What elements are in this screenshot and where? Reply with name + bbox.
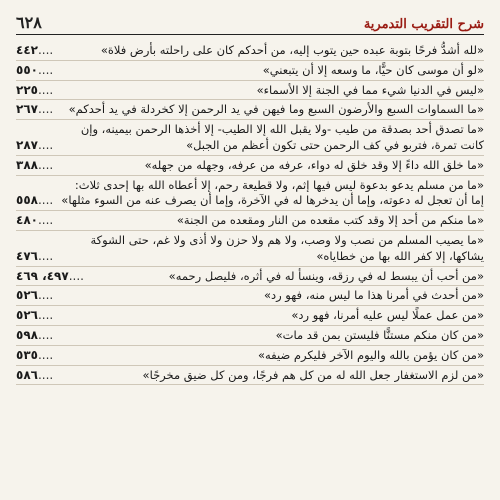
page-numbers: ٤٧٦ bbox=[16, 248, 38, 263]
entry-page-reference bbox=[16, 83, 53, 99]
leader-dots: .... bbox=[37, 157, 54, 172]
page-numbers: ٥٣٥ bbox=[16, 347, 38, 362]
page-numbers: ٢٨٧ bbox=[16, 137, 38, 152]
entry-text: «لله أشدُّ فرحًا بتوبة عبده حين يتوب إليه، من أحدكم كان على راحلته بأرض فلاة» bbox=[100, 43, 484, 57]
index-entry bbox=[16, 286, 484, 306]
leader-dots: .... bbox=[37, 82, 54, 97]
entry-page-reference bbox=[16, 43, 53, 59]
entry-text: «ما من مسلم يدعو بدعوة ليس فيها إثم، ولا قطيعة رحم، إلا أعطاه الله بها إحدى ثلاث: إما أن تعجل له دعوته، وإما أن يدخرها له في الآخرة، وإما أن يصرف عنه من السوء مثلها» bbox=[61, 177, 484, 208]
index-entry bbox=[16, 100, 484, 120]
entry-text: «ما يصيب المسلم من نصب ولا وصب، ولا هم ولا حزن ولا أذى ولا غم، حتى الشوكة يشاكها، إلا كفر الله بها من خطاياه» bbox=[90, 232, 484, 263]
page-numbers: ٥٥٠ bbox=[16, 62, 38, 77]
page-numbers: ٥٩٨ bbox=[16, 327, 38, 342]
index-entry bbox=[16, 120, 484, 156]
index-entry bbox=[16, 306, 484, 326]
leader-dots: .... bbox=[37, 327, 54, 342]
entry-text: «من أحب أن يبسط له في رزقه، وينسأ له في أثره، فليصل رحمه» bbox=[168, 268, 484, 283]
page-numbers: ٤٤٢ bbox=[16, 43, 38, 57]
leader-dots: .... bbox=[37, 308, 54, 323]
leader-dots: .... bbox=[37, 347, 54, 362]
leader-dots: .... bbox=[37, 43, 54, 57]
page-numbers: ٤٨٠ bbox=[16, 213, 38, 228]
index-entry bbox=[16, 267, 484, 287]
entry-page-reference bbox=[16, 308, 53, 324]
entry-page-reference bbox=[16, 249, 53, 265]
leader-dots: .... bbox=[37, 367, 54, 382]
index-entry bbox=[16, 231, 484, 267]
page-numbers: ٤٩٧، ٤٦٩ bbox=[16, 268, 69, 283]
entry-page-reference bbox=[16, 348, 53, 364]
index-entry bbox=[16, 366, 484, 386]
entry-text: «ليس في الدنيا شيء مما في الجنة إلا الأسماء» bbox=[256, 82, 484, 97]
page-numbers: ٥٨٦ bbox=[16, 367, 38, 382]
leader-dots: .... bbox=[37, 193, 54, 208]
leader-dots: .... bbox=[68, 268, 84, 283]
page-numbers: ٥٥٨ bbox=[16, 193, 38, 208]
page-header bbox=[16, 10, 484, 35]
entry-page-reference bbox=[16, 269, 84, 285]
entry-text: «لو أن موسى كان حيًّا، ما وسعه إلا أن يتبعني» bbox=[262, 62, 484, 77]
entry-text: «من أحدث في أمرنا هذا ما ليس منه، فهو رد» bbox=[263, 288, 484, 303]
page-number: ٦٢٨ bbox=[16, 13, 42, 32]
index-entry bbox=[16, 41, 484, 61]
entry-text: «من كان منكم مستنًّا فليستن بمن قد مات» bbox=[275, 327, 484, 342]
entry-text: «من لزم الاستغفار جعل الله له من كل هم فرجًا، ومن كل ضيق مخرجًا» bbox=[142, 367, 484, 382]
entry-text: «ما تصدق أحد بصدقة من طيب -ولا يقبل الله إلا الطيب- إلا أخذها الرحمن بيمينه، وإن كانت تمرة، فتربو في كف الرحمن حتى تكون أعظم من الجبل» bbox=[80, 122, 484, 152]
index-entry bbox=[16, 61, 484, 81]
entry-page-reference bbox=[16, 213, 53, 229]
leader-dots: .... bbox=[37, 102, 54, 117]
index-entry bbox=[16, 156, 484, 176]
page-numbers: ٥٢٦ bbox=[16, 308, 38, 323]
entry-page-reference bbox=[16, 63, 53, 79]
running-title: شرح التقريب التدمرية bbox=[363, 17, 484, 32]
leader-dots: .... bbox=[37, 288, 54, 303]
index-entry bbox=[16, 346, 484, 366]
entry-page-reference bbox=[16, 288, 53, 304]
page-numbers: ٣٨٨ bbox=[16, 157, 38, 172]
entry-text: «ما منكم من أحد إلا وقد كتب مقعده من النار ومقعده من الجنة» bbox=[176, 213, 484, 228]
entry-page-reference bbox=[16, 328, 53, 344]
hadith-index-list bbox=[16, 41, 484, 385]
entry-page-reference bbox=[16, 158, 53, 174]
index-entry bbox=[16, 81, 484, 101]
index-entry bbox=[16, 211, 484, 231]
entry-text: «ما خلق الله داءً إلا وقد خلق له دواء، عرفه من عرفه، وجهله من جهله» bbox=[144, 157, 484, 172]
page-numbers: ٢٢٥ bbox=[16, 82, 38, 97]
entry-page-reference bbox=[16, 368, 53, 384]
index-entry bbox=[16, 326, 484, 346]
entry-page-reference bbox=[16, 102, 53, 118]
leader-dots: .... bbox=[37, 137, 54, 152]
page-numbers: ٢٦٧ bbox=[16, 102, 38, 117]
leader-dots: .... bbox=[37, 213, 54, 228]
entry-page-reference bbox=[16, 193, 53, 209]
entry-text: «من كان يؤمن بالله واليوم الآخر فليكرم ضيفه» bbox=[257, 347, 484, 362]
index-entry bbox=[16, 176, 484, 212]
entry-text: «من عمل عملًا ليس عليه أمرنا، فهو رد» bbox=[291, 308, 484, 323]
leader-dots: .... bbox=[37, 248, 54, 263]
leader-dots: .... bbox=[37, 62, 54, 77]
entry-page-reference bbox=[16, 138, 53, 154]
entry-text: «ما السماوات السبع والأرضون السبع وما فيهن في يد الرحمن إلا كخردلة في يد أحدكم» bbox=[68, 102, 484, 117]
page-numbers: ٥٢٦ bbox=[16, 288, 38, 303]
